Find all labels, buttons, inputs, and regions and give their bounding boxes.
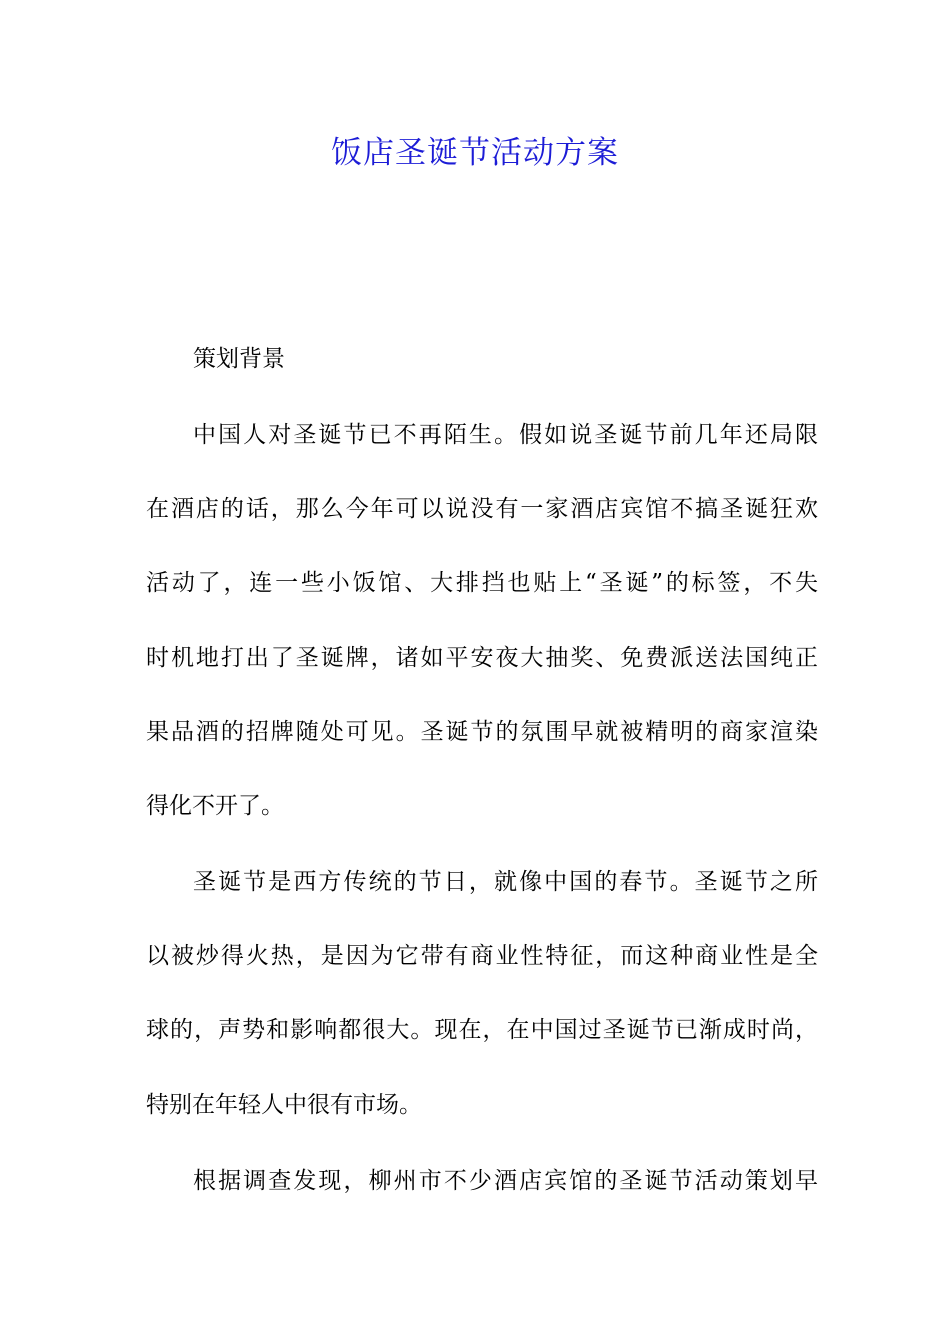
paragraph-line: 得化不开了。 [146, 793, 284, 819]
paragraph-line: 活动了，连一些小饭馆、大排挡也贴上“圣诞”的标签，不失 [146, 570, 818, 596]
section-heading: 策划背景 [193, 346, 285, 372]
document-title: 饭店圣诞节活动方案 [331, 135, 619, 171]
paragraph-line: 圣诞节是西方传统的节日，就像中国的春节。圣诞节之所 [193, 869, 818, 895]
paragraph-line: 球的，声势和影响都很大。现在，在中国过圣诞节已渐成时尚， [146, 1017, 818, 1043]
paragraph-line: 在酒店的话，那么今年可以说没有一家酒店宾馆不搞圣诞狂欢 [146, 496, 818, 522]
paragraph-line: 时机地打出了圣诞牌，诸如平安夜大抽奖、免费派送法国纯正 [146, 645, 818, 671]
paragraph-line: 果品酒的招牌随处可见。圣诞节的氛围早就被精明的商家渲染 [146, 719, 818, 745]
paragraph-line: 根据调查发现，柳州市不少酒店宾馆的圣诞节活动策划早 [193, 1168, 818, 1194]
paragraph-line: 特别在年轻人中很有市场。 [146, 1092, 422, 1118]
paragraph-line: 中国人对圣诞节已不再陌生。假如说圣诞节前几年还局限 [193, 422, 818, 448]
paragraph-line: 以被炒得火热，是因为它带有商业性特征，而这种商业性是全 [146, 943, 818, 969]
